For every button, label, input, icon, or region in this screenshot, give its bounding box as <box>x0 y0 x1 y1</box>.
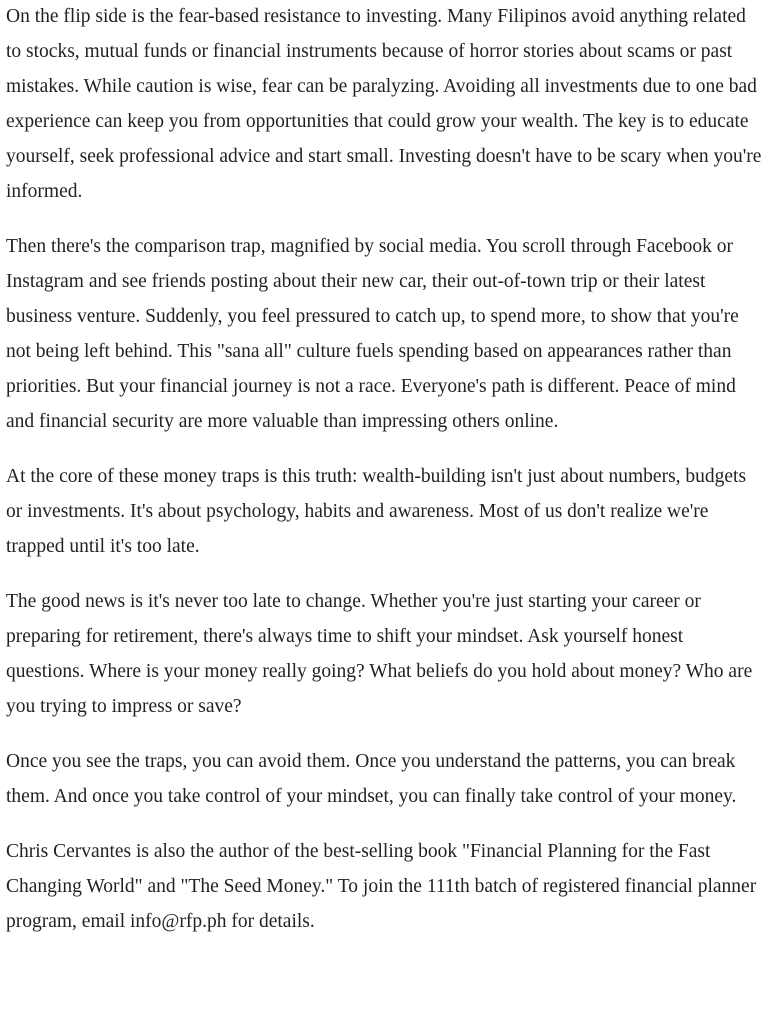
author-bio: Chris Cervantes is also the author of the best-selling book "Financial Planning for the Fast Changing World" and "The Seed Money." To join the 111th batch of registered financial planner program, email info@rfp.ph for details. <box>6 841 757 932</box>
paragraph-good-news: The good news is it's never too late to change. Whether you're just starting your career or preparing for retirement, there's always time to shift your mindset. Ask yourself honest questions. Where is your money really going? What beliefs do you hold about money? Who are you trying to impress or save? <box>6 591 753 717</box>
paragraph-fear-of-investing: On the flip side is the fear-based resistance to investing. Many Filipinos avoid anything related to stocks, mutual funds or financial instruments because of horror stories about scams or past mistakes. While caution is wise, fear can be paralyzing. Avoiding all investments due to one bad experience can keep you from opportunities that could grow your wealth. The key is to educate yourself, seek professional advice and start small. Investing doesn't have to be scary when you're informed. <box>6 6 762 202</box>
paragraph-core-truth: At the core of these money traps is this truth: wealth-building isn't just about numbers, budgets or investments. It's about psychology, habits and awareness. Most of us don't realize we're trapped until it's too late. <box>6 466 747 557</box>
paragraph-comparison-trap: Then there's the comparison trap, magnified by social media. You scroll through Facebook or Instagram and see friends posting about their new car, their out-of-town trip or their latest business venture. Suddenly, you feel pressured to catch up, to spend more, to show that you're not being left behind. This "sana all" culture fuels spending based on appearances rather than priorities. But your financial journey is not a race. Everyone's path is different. Peace of mind and financial security are more valuable than impressing others online. <box>6 236 739 432</box>
paragraph-take-control: Once you see the traps, you can avoid them. Once you understand the patterns, you can break them. And once you take control of your mindset, you can finally take control of your money. <box>6 751 737 807</box>
